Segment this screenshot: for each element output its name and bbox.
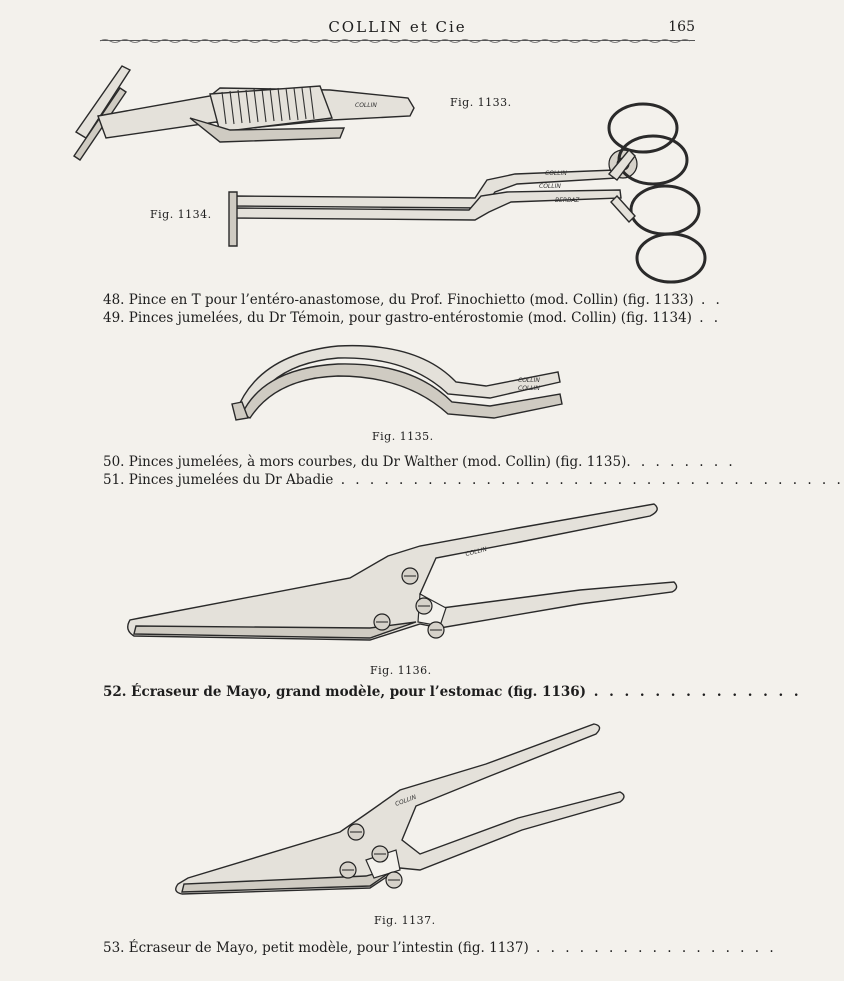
entry-51-leader: . . . . . . . . . . . . . . . . . . . . . . . . . . . . . . . . . . .: [333, 472, 844, 488]
figure-1136-mayo-crusher-large: [120, 498, 685, 658]
engraving-collin-1134-upper: COLLIN: [545, 170, 567, 177]
engraving-collin-1137: COLLIN: [394, 793, 418, 808]
entry-53-text: 53. Écraseur de Mayo, petit modèle, pour l’intestin (fig. 1137): [103, 940, 529, 956]
engraving-collin-1133: COLLIN: [355, 102, 377, 109]
catalog-entry-49: [103, 310, 722, 326]
entry-51-text: 51. Pinces jumelées du Dr Abadie: [103, 472, 334, 488]
entry-53-leader: . . . . . . . . . . . . . . . . .: [528, 940, 777, 956]
entry-52-text: 52. Écraseur de Mayo, grand modèle, pour l’estomac (fig. 1136): [103, 684, 587, 700]
entry-49-text: 49. Pinces jumelées, du Dr Témoin, pour gastro-entérostomie (mod. Collin) (fig. 1134): [103, 310, 692, 326]
entry-49-leader: . .: [691, 310, 722, 326]
page-header: [100, 14, 695, 41]
figure-1134-twin-forceps: [225, 92, 710, 287]
catalog-entry-53: [103, 940, 777, 956]
engraving-berbaz-1134: BERBAZ: [555, 197, 580, 204]
engraving-collin-1135-upper: COLLIN: [518, 377, 540, 384]
figure-1135-curved-forceps: [228, 342, 568, 422]
figure-label-1135: Fig. 1135.: [372, 430, 434, 443]
header-rule-wave: [100, 38, 695, 44]
entry-48-text: 48. Pince en T pour l’entéro-anastomose, du Prof. Finochietto (mod. Collin) (fig. 1133): [103, 292, 694, 308]
entry-50-leader: . . . . . . . .: [626, 454, 736, 470]
page-title: COLLIN et Cie: [328, 18, 467, 36]
engraving-collin-1134-lower: COLLIN: [539, 183, 561, 190]
engraving-collin-1136: COLLIN: [464, 545, 488, 558]
catalog-entry-50: [103, 454, 736, 470]
figure-1137-mayo-crusher-small: [170, 720, 630, 900]
engraving-collin-1135-lower: COLLIN: [518, 385, 540, 392]
page-number: 165: [668, 19, 695, 35]
figure-label-1133: Fig. 1133.: [450, 96, 512, 109]
catalog-entry-48: [103, 292, 723, 308]
figure-label-1137: Fig. 1137.: [374, 914, 436, 927]
catalog-entry-52: [103, 684, 802, 700]
entry-48-leader: . .: [693, 292, 723, 308]
entry-50-text: 50. Pinces jumelées, à mors courbes, du Dr Walther (mod. Collin) (fig. 1135): [103, 454, 627, 470]
entry-52-leader: . . . . . . . . . . . . . .: [586, 684, 802, 700]
figure-label-1136: Fig. 1136.: [370, 664, 432, 677]
catalog-entry-51: [103, 472, 844, 488]
figure-label-1134: Fig. 1134.: [150, 208, 212, 221]
